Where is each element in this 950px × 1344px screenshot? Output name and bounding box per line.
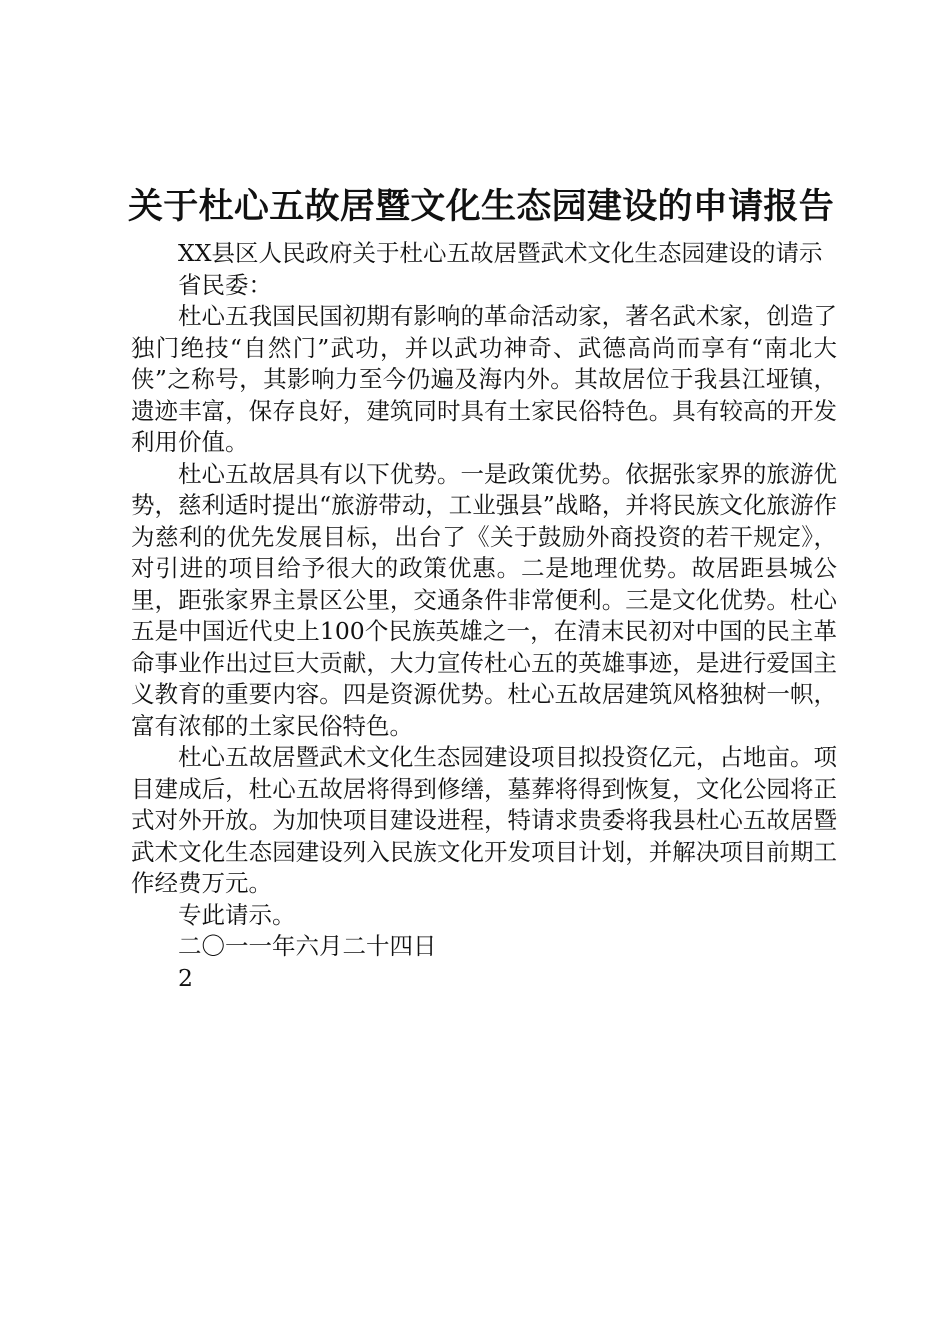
request-heading-paragraph: XX县区人民政府关于杜心五故居暨武术文化生态园建设的请示 [178,239,823,267]
introduction-paragraph: 杜心五我国民国初期有影响的革命活动家，著名武术家，创造了独门绝技“自然门”武功，并以武功神奇、武德高尚而享有“南北大侠”之称号，其影响力至今仍遍及海内外。其故居位于我县江垭镇，遗迹丰富，保存良好，建筑同时具有土家民俗特色。具有较高的开发利用价值。 [131,302,837,456]
date-paragraph: 二〇一一年六月二十四日 [178,932,437,960]
document-body [131,238,837,994]
document-title: 关于杜心五故居暨文化生态园建设的申请报告 [128,187,835,227]
salutation-paragraph: 省民委： [178,270,272,299]
advantages-paragraph: 杜心五故居具有以下优势。一是政策优势。依据张家界的旅游优势，慈利适时提出“旅游带动，工业强县”战略，并将民族文化旅游作为慈利的优先发展目标，出台了《关于鼓励外商投资的若干规定》，对引进的项目给予很大的政策优惠。二是地理优势。故居距县城公里，距张家界主景区公里，交通条件非常便利。三是文化优势。杜心五是中国近代史上100个民族英雄之一，在清末民初对中国的民主革命事业作出过巨大贡献，大力宣传杜心五的英雄事迹，是进行爱国主义教育的重要内容。四是资源优势。杜心五故居建筑风格独树一帜，富有浓郁的土家民俗特色。 [131,459,837,740]
closing-paragraph: 专此请示。 [178,900,296,929]
page-number: 2 [178,963,193,992]
project-paragraph: 杜心五故居暨武术文化生态园建设项目拟投资亿元，占地亩。项目建成后，杜心五故居将得到修缮，墓葬将得到恢复，文化公园将正式对外开放。为加快项目建设进程，特请求贵委将我县杜心五故居暨武术文化生态园建设列入民族文化开发项目计划，并解决项目前期工作经费万元。 [131,743,837,897]
